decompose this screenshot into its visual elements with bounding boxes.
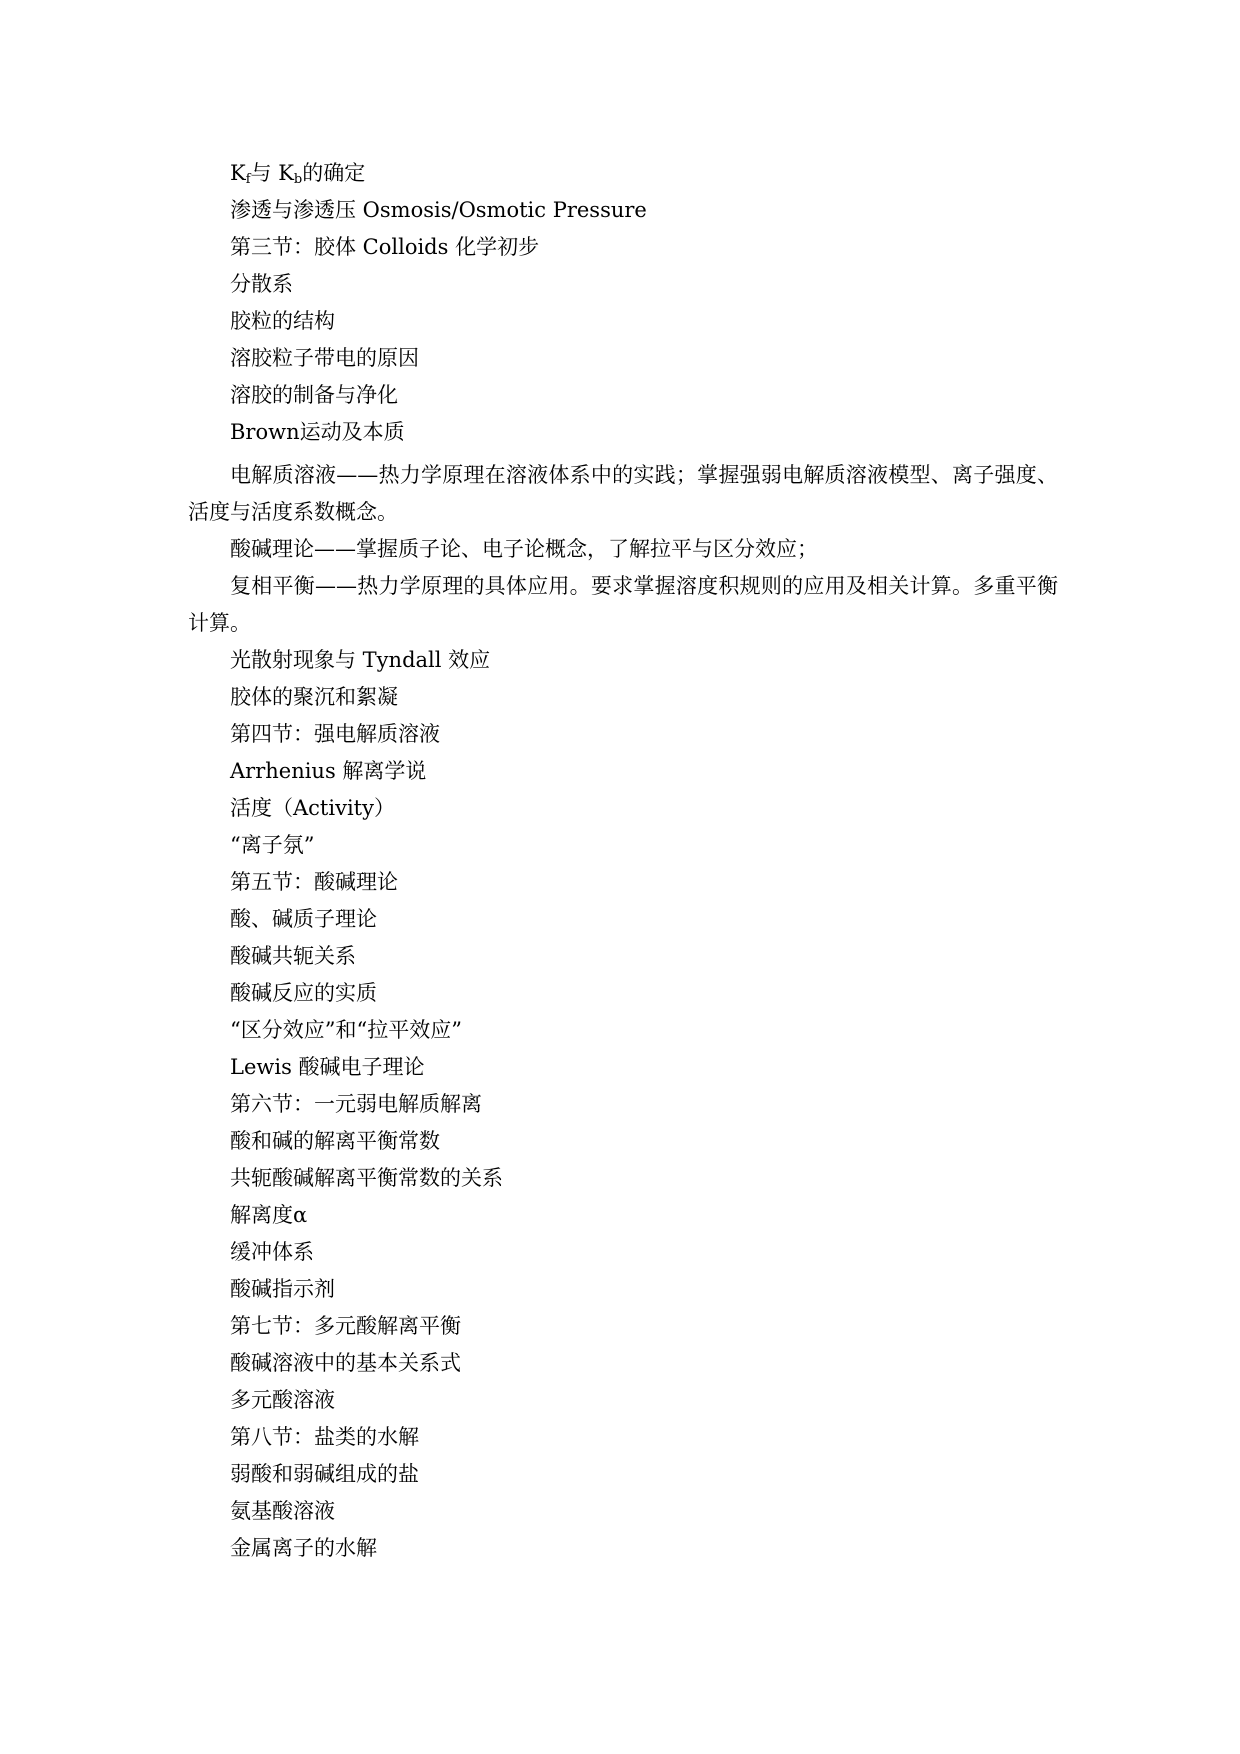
kb-mid: 与 K [250, 161, 294, 185]
text-line: “区分效应”和“拉平效应” [230, 1018, 462, 1042]
text-line: 溶胶的制备与净化 [230, 383, 398, 407]
section-heading: 第六节：一元弱电解质解离 [230, 1092, 482, 1116]
paragraph-heterogeneous-equilibrium: 复相平衡——热力学原理的具体应用。要求掌握溶度积规则的应用及相关计算。多重平衡计算。 [188, 574, 1058, 635]
text-line: 共轭酸碱解离平衡常数的关系 [230, 1166, 503, 1190]
paragraph-acid-base: 酸碱理论——掌握质子论、电子论概念，了解拉平与区分效应； [230, 537, 818, 561]
kf-kb-tail: 的确定 [302, 161, 366, 185]
text-line: Brown运动及本质 [230, 420, 405, 444]
text-line: 多元酸溶液 [230, 1388, 335, 1412]
text-line: 活度（Activity） [230, 796, 395, 820]
text-line: 氨基酸溶液 [230, 1499, 335, 1523]
text-line: 金属离子的水解 [230, 1536, 377, 1560]
text-line: 胶粒的结构 [230, 309, 335, 333]
text-line: 解离度α [230, 1203, 308, 1227]
text-line: 酸和碱的解离平衡常数 [230, 1129, 440, 1153]
text-line: 弱酸和弱碱组成的盐 [230, 1462, 419, 1486]
text-line-kf-kb [230, 158, 365, 188]
kf-k: K [230, 161, 246, 185]
text-line: 溶胶粒子带电的原因 [230, 346, 419, 370]
section-heading: 第三节：胶体 Colloids 化学初步 [230, 235, 540, 259]
text-line: 胶体的聚沉和絮凝 [230, 685, 398, 709]
text-line: 缓冲体系 [230, 1240, 314, 1264]
kf-subscript: f [245, 172, 251, 187]
text-line: 酸碱共轭关系 [230, 944, 356, 968]
text-line: 酸碱溶液中的基本关系式 [230, 1351, 461, 1375]
text-line: “离子氛” [230, 833, 315, 857]
text-line: 分散系 [230, 272, 293, 296]
text-line: Lewis 酸碱电子理论 [230, 1055, 425, 1079]
section-heading: 第五节：酸碱理论 [230, 870, 398, 894]
text-line: 渗透与渗透压 Osmosis/Osmotic Pressure [230, 198, 647, 222]
section-heading: 第八节：盐类的水解 [230, 1425, 419, 1449]
text-line: 酸、碱质子理论 [230, 907, 377, 931]
section-heading: 第四节：强电解质溶液 [230, 722, 440, 746]
kb-subscript: b [293, 172, 303, 187]
section-heading: 第七节：多元酸解离平衡 [230, 1314, 461, 1338]
text-line: 酸碱反应的实质 [230, 981, 377, 1005]
text-line: 光散射现象与 Tyndall 效应 [230, 648, 491, 672]
text-line: Arrhenius 解离学说 [230, 759, 427, 783]
text-line: 酸碱指示剂 [230, 1277, 335, 1301]
paragraph-electrolyte: 电解质溶液——热力学原理在溶液体系中的实践；掌握强弱电解质溶液模型、离子强度、活度与活度系数概念。 [188, 463, 1058, 524]
